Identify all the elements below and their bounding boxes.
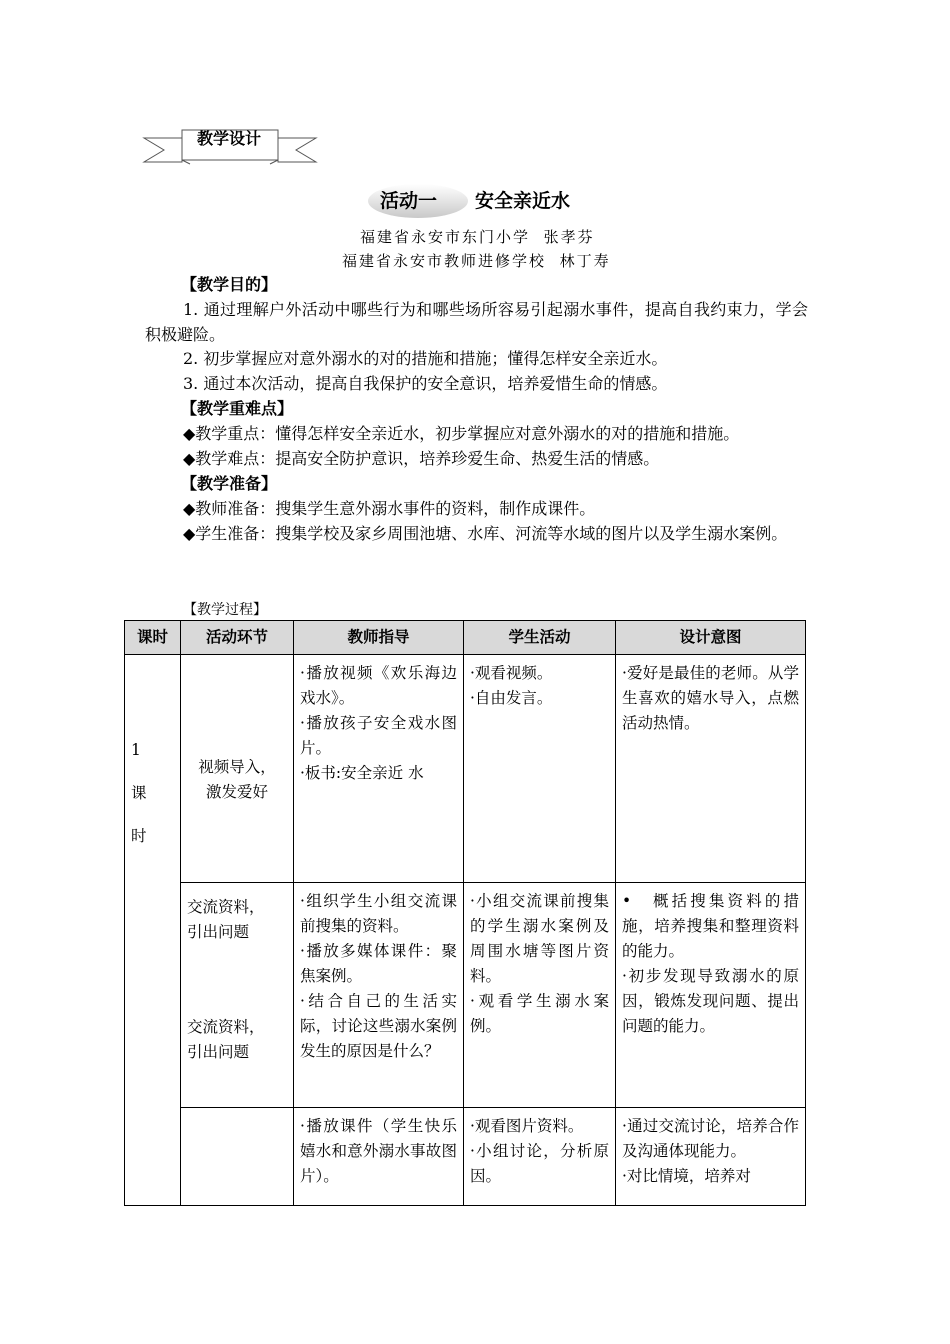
lesson-body [145, 272, 808, 546]
keypoints-heading: 【教学重难点】 [181, 399, 294, 418]
student-text: ·观看视频。 [470, 664, 553, 682]
goal-item: 2. 初步掌握应对意外溺水的对的措施和措施；懂得怎样安全亲近水。 [183, 349, 668, 368]
column-header: 课时 [125, 621, 181, 655]
student-cell [464, 655, 616, 883]
student-text: ·小组交流课前搜集的学生溺水案例及周围水塘等图片资料。 [470, 892, 609, 985]
author-name: 张孝芬 [543, 228, 595, 246]
teacher-cell [294, 1108, 464, 1206]
student-cell [464, 1108, 616, 1206]
period-char: 课 [131, 784, 147, 802]
student-text: ·自由发言。 [470, 689, 553, 707]
column-header: 设计意图 [616, 621, 806, 655]
teacher-text: ·播放孩子安全戏水图片。 [300, 714, 457, 757]
stage-text: 交流资料， [187, 898, 265, 916]
period-number: 1 [131, 741, 141, 759]
student-cell [464, 883, 616, 1108]
teacher-text: ·播放多媒体课件：聚焦案例。 [300, 942, 457, 985]
student-text: ·观看图片资料。 [470, 1117, 584, 1135]
author-name: 林丁寿 [559, 252, 611, 270]
preparation-item: ◆学生准备：搜集学校及家乡周围池塘、水库、河流等水域的图片以及学生溺水案例。 [183, 523, 788, 543]
intent-text: ·爱好是最佳的老师。从学生喜欢的嬉水导入，点燃活动热情。 [622, 664, 799, 732]
author-org: 福建省永安市东门小学 [360, 228, 531, 246]
intent-cell [616, 655, 806, 883]
student-text: ·观看学生溺水案例。 [470, 992, 609, 1035]
column-header: 学生活动 [464, 621, 616, 655]
lesson-title [360, 180, 620, 220]
goal-item: 1. 通过理解户外活动中哪些行为和哪些场所容易引起溺水事件，提高自我约束力，学会积极避险。 [145, 300, 808, 344]
author-org: 福建省永安市教师进修学校 [342, 252, 547, 270]
stage-cell [181, 1108, 294, 1206]
goals-heading: 【教学目的】 [181, 275, 278, 294]
banner-label: 教学设计 [196, 129, 261, 148]
process-heading: 【教学过程】 [183, 602, 267, 618]
stage-text: 交流资料， [187, 1018, 265, 1036]
title-activity: 活动一 [380, 190, 438, 212]
process-table [124, 620, 806, 1206]
stage-text: 引出问题 [187, 1043, 250, 1061]
table-header-row [125, 621, 806, 655]
column-header: 活动环节 [181, 621, 294, 655]
stage-text: 视频导入， [198, 758, 276, 776]
stage-cell [181, 655, 294, 883]
preparation-item: ◆教师准备：搜集学生意外溺水事件的资料，制作成课件。 [183, 499, 596, 518]
table-row [125, 655, 806, 883]
teacher-cell [294, 883, 464, 1108]
teacher-text: ·播放课件（学生快乐嬉水和意外溺水事故图片）。 [300, 1117, 457, 1185]
intent-text: ·对比情境，培养对 [622, 1167, 751, 1185]
teacher-text: ·组织学生小组交流课前搜集的资料。 [300, 892, 457, 935]
period-char: 时 [131, 827, 147, 845]
stage-cell [181, 883, 294, 1108]
stage-text: 激发爱好 [205, 783, 268, 801]
intent-text: ·通过交流讨论，培养合作及沟通体现能力。 [622, 1117, 799, 1160]
keypoint-item: ◆教学难点：提高安全防护意识，培养珍爱生命、热爱生活的情感。 [183, 448, 660, 468]
table-row [125, 1108, 806, 1206]
intent-cell [616, 1108, 806, 1206]
teacher-text: ·板书:安全亲近 水 [300, 764, 424, 782]
teacher-text: ·结合自己的生活实际，讨论这些溺水案例发生的原因是什么？ [300, 992, 457, 1060]
intent-text: ·初步发现导致溺水的原因，锻炼发现问题、提出问题的能力。 [622, 967, 799, 1035]
author-line [342, 250, 611, 271]
title-name: 安全亲近水 [475, 190, 571, 212]
author-line [360, 226, 595, 247]
intent-text: • 概括搜集资料的措施，培养搜集和整理资料的能力。 [622, 892, 799, 960]
student-text: ·小组讨论，分析原因。 [470, 1142, 609, 1185]
teacher-cell [294, 655, 464, 883]
keypoint-item: ◆教学重点：懂得怎样安全亲近水，初步掌握应对意外溺水的对的措施和措施。 [183, 424, 740, 443]
preparation-heading: 【教学准备】 [181, 474, 278, 493]
goal-item: 3. 通过本次活动，提高自我保护的安全意识，培养爱惜生命的情感。 [183, 373, 668, 393]
intent-cell [616, 883, 806, 1108]
section-banner [142, 124, 318, 168]
column-header: 教师指导 [294, 621, 464, 655]
teacher-text: ·播放视频《欢乐海边戏水》。 [300, 664, 457, 707]
period-cell [125, 655, 181, 1206]
stage-text: 引出问题 [187, 923, 250, 941]
table-row [125, 883, 806, 1108]
